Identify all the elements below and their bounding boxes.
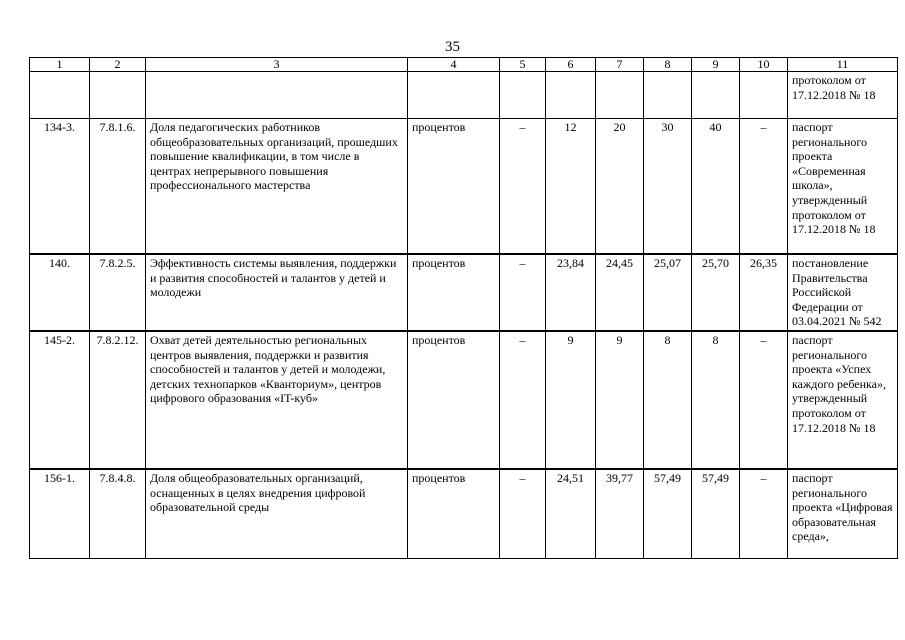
- cell-col5: –: [500, 119, 546, 255]
- cell-source: паспорт регионального проекта «Цифровая образовательная среда»,: [788, 469, 898, 559]
- col-header-4: 4: [408, 58, 500, 72]
- cell-col6: [546, 72, 596, 119]
- table-row: [30, 72, 898, 119]
- cell-col7: 24,45: [596, 254, 644, 331]
- cell-col8: 25,07: [644, 254, 692, 331]
- cell-code: 7.8.1.6.: [90, 119, 146, 255]
- cell-indicator: Эффективность системы выявления, поддержки и развития способностей и талантов у детей и молодежи: [146, 254, 408, 331]
- cell-col8: 30: [644, 119, 692, 255]
- cell-code: 7.8.2.12.: [90, 331, 146, 469]
- col-header-11: 11: [788, 58, 898, 72]
- cell-indicator: Доля педагогических работников общеобразовательных организаций, прошедших повышение квалификации, в том числе в центрах непрерывного повышения профессионального мастерства: [146, 119, 408, 255]
- cell-col5: [500, 72, 546, 119]
- table-row: [30, 469, 898, 559]
- cell-source: паспорт регионального проекта «Современная школа», утвержденный протоколом от 17.12.2018 № 18: [788, 119, 898, 255]
- col-header-6: 6: [546, 58, 596, 72]
- header-row: [30, 58, 898, 72]
- cell-unit: процентов: [408, 119, 500, 255]
- cell-source: паспорт регионального проекта «Успех каждого ребенка», утвержденный протоколом от 17.12.2018 № 18: [788, 331, 898, 469]
- indicators-table: [29, 57, 898, 559]
- cell-col6: 12: [546, 119, 596, 255]
- cell-unit: процентов: [408, 469, 500, 559]
- table-row: [30, 331, 898, 469]
- cell-col7: [596, 72, 644, 119]
- col-header-3: 3: [146, 58, 408, 72]
- cell-indicator: Доля общеобразовательных организаций, оснащенных в целях внедрения цифровой образовательной среды: [146, 469, 408, 559]
- page-number: 35: [445, 39, 460, 55]
- cell-code: [90, 72, 146, 119]
- cell-col10: –: [740, 119, 788, 255]
- cell-col9: 25,70: [692, 254, 740, 331]
- cell-col6: 23,84: [546, 254, 596, 331]
- cell-col7: 39,77: [596, 469, 644, 559]
- cell-indicator: [146, 72, 408, 119]
- cell-col8: [644, 72, 692, 119]
- col-header-2: 2: [90, 58, 146, 72]
- cell-col10: [740, 72, 788, 119]
- cell-col9: 57,49: [692, 469, 740, 559]
- cell-number: 140.: [30, 254, 90, 331]
- col-header-10: 10: [740, 58, 788, 72]
- cell-col7: 20: [596, 119, 644, 255]
- cell-col10: –: [740, 469, 788, 559]
- cell-col8: 57,49: [644, 469, 692, 559]
- cell-col10: 26,35: [740, 254, 788, 331]
- cell-col5: –: [500, 331, 546, 469]
- cell-col7: 9: [596, 331, 644, 469]
- cell-unit: [408, 72, 500, 119]
- cell-source: постановление Правительства Российской Федерации от 03.04.2021 № 542: [788, 254, 898, 331]
- cell-col9: 8: [692, 331, 740, 469]
- cell-indicator: Охват детей деятельностью региональных центров выявления, поддержки и развития способностей и талантов у детей и молодежи, детских технопарков «Кванториум», центров цифрового образования «IT-куб»: [146, 331, 408, 469]
- cell-col6: 24,51: [546, 469, 596, 559]
- cell-col10: –: [740, 331, 788, 469]
- cell-number: 156-1.: [30, 469, 90, 559]
- cell-col5: –: [500, 254, 546, 331]
- col-header-5: 5: [500, 58, 546, 72]
- cell-col9: 40: [692, 119, 740, 255]
- cell-unit: процентов: [408, 331, 500, 469]
- col-header-8: 8: [644, 58, 692, 72]
- cell-code: 7.8.4.8.: [90, 469, 146, 559]
- cell-col9: [692, 72, 740, 119]
- cell-number: 145-2.: [30, 331, 90, 469]
- col-header-9: 9: [692, 58, 740, 72]
- cell-number: 134-3.: [30, 119, 90, 255]
- cell-number: [30, 72, 90, 119]
- col-header-1: 1: [30, 58, 90, 72]
- cell-code: 7.8.2.5.: [90, 254, 146, 331]
- cell-col8: 8: [644, 331, 692, 469]
- col-header-7: 7: [596, 58, 644, 72]
- table-row: [30, 254, 898, 331]
- cell-col6: 9: [546, 331, 596, 469]
- cell-source: протоколом от 17.12.2018 № 18: [788, 72, 898, 119]
- cell-col5: –: [500, 469, 546, 559]
- cell-unit: процентов: [408, 254, 500, 331]
- table-row: [30, 119, 898, 255]
